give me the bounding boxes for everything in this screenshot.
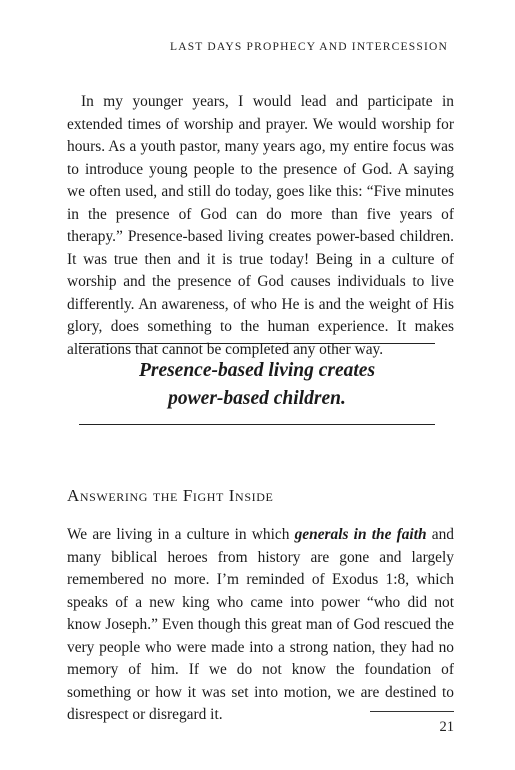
pull-quote-top-rule	[79, 343, 435, 344]
pull-quote	[79, 357, 435, 413]
footer-rule	[370, 711, 454, 712]
paragraph-2-text-start: We are living in a culture in which	[67, 526, 295, 543]
running-head: LAST DAYS PROPHECY AND INTERCESSION	[169, 41, 448, 53]
body-paragraph-2	[67, 524, 454, 727]
body-paragraph-1: In my younger years, I would lead and participate in extended times of worship and prayer. We would worship for hours. As a youth pastor, many years ago, my entire focus was to introduce young people to the presence of God. A saying we often used, and still do today, goes like this: “Five minutes in the presence of God can do more than five years of therapy.” Presence-based living creates power-based children. It was true then and it is true today! Being in a culture of worship and the presence of God causes individuals to live differently. An awareness, of who He is and the weight of His glory, does something to the human experience. It makes alterations that cannot be completed any other way.	[67, 93, 454, 358]
paragraph-2-text-end: and many biblical heroes from history are gone and largely remembered no more. I’m reminded of Exodus 1:8, which speaks of a new king who came into power “who did not know Joseph.” Even though this great man of God rescued the very people who were made into a strong nation, they had no memory of him. If we do not know the foundation of something or how it was set into motion, we are destined to disrespect or disregard it.	[67, 526, 454, 723]
pull-quote-line-2: power-based children.	[168, 388, 346, 409]
pull-quote-bottom-rule	[79, 424, 435, 425]
section-heading: Answering the Fight Inside	[67, 486, 274, 505]
pull-quote-line-1: Presence-based living creates	[138, 360, 376, 381]
page-number: 21	[439, 719, 454, 735]
paragraph-2-emphasis: generals in the faith	[294, 526, 427, 543]
